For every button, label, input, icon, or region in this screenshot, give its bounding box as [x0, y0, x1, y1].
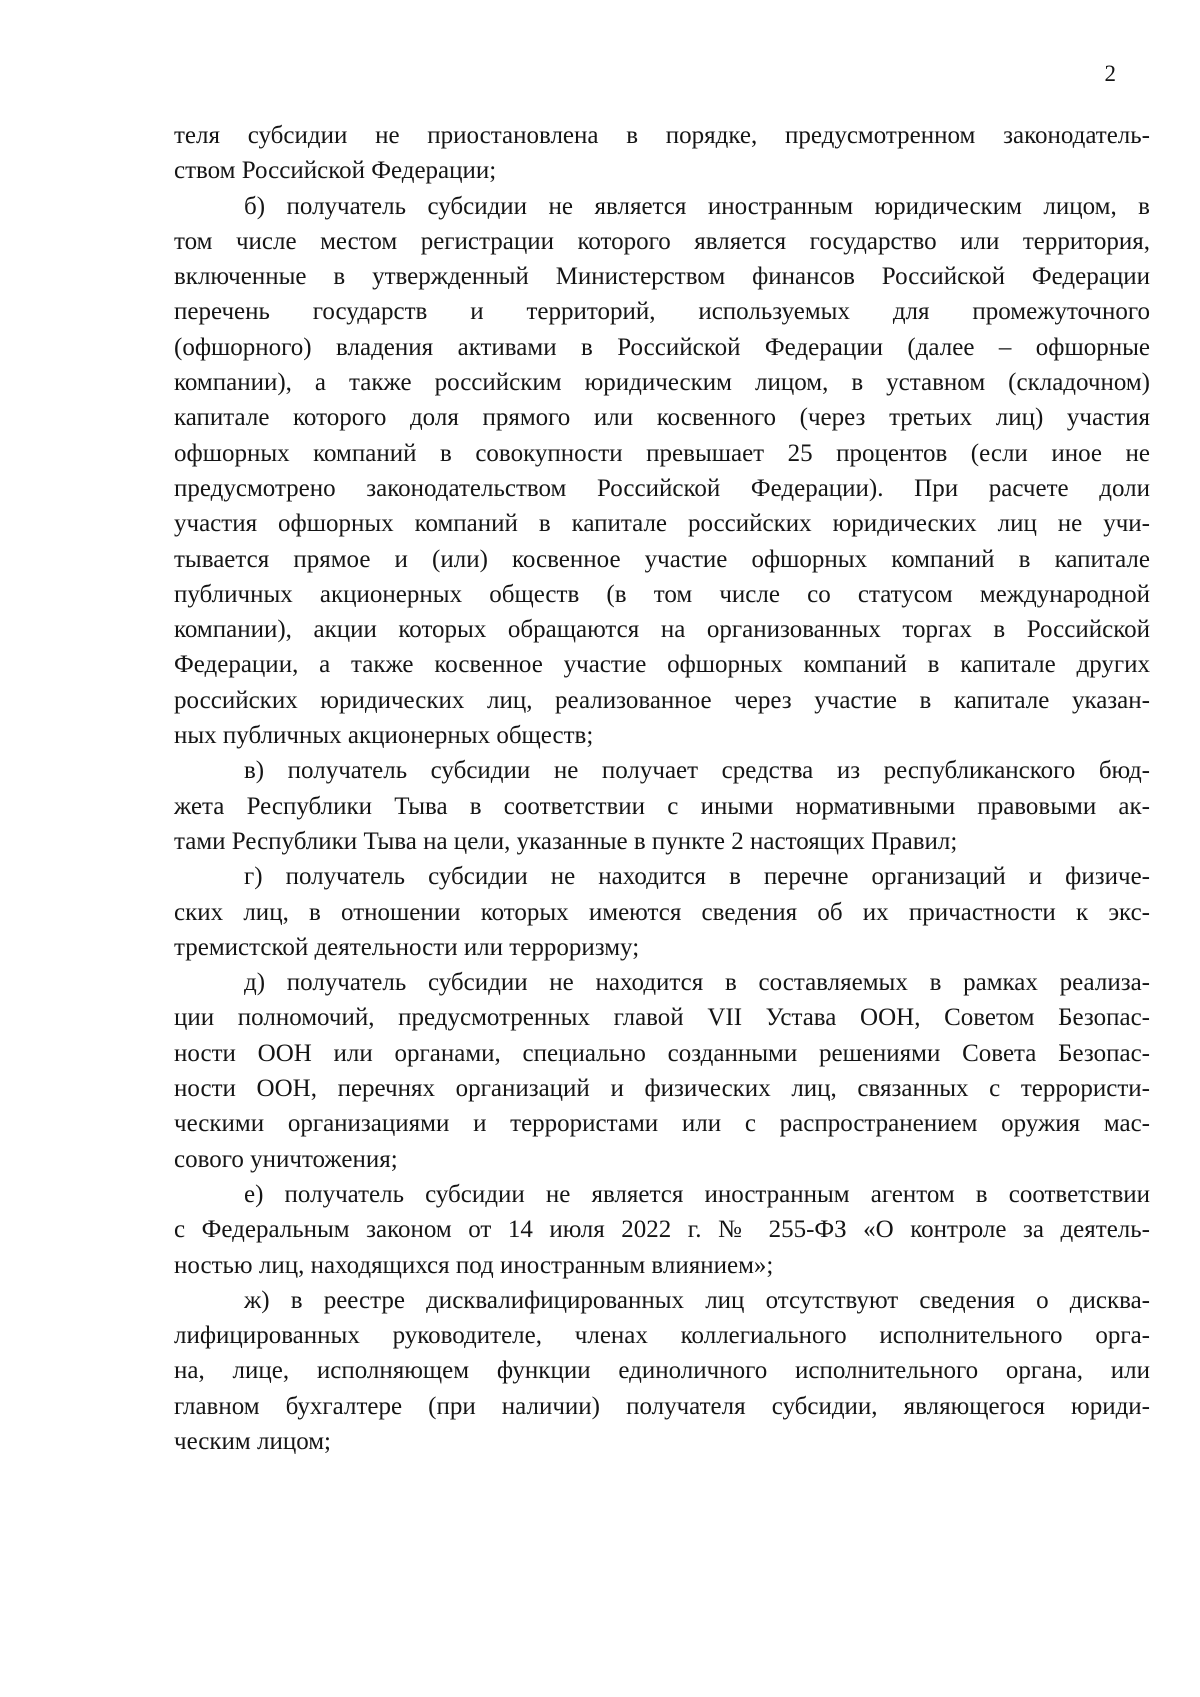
text-line: ческим лицом; — [174, 1427, 332, 1455]
text-line: российских юридических лиц, реализованное через участие в капитале указан- — [174, 686, 1150, 714]
text-line: ности ООН или органами, специально созданными решениями Совета Безопас- — [174, 1039, 1150, 1067]
text-line: г) получатель субсидии не находится в перечне организаций и физиче- — [244, 863, 1150, 891]
text-line: офшорных компаний в совокупности превышает 25 процентов (если иное не — [174, 439, 1150, 467]
text-line: тремистской деятельности или терроризму; — [174, 933, 640, 961]
text-line: том числе местом регистрации которого является государство или территория, — [174, 227, 1150, 255]
paragraph-item-zh — [174, 1283, 1150, 1459]
paragraph-item-e — [174, 1177, 1150, 1283]
text-line: ством Российской Федерации; — [174, 157, 497, 185]
paragraph-item-v — [174, 753, 1150, 859]
text-line: ции полномочий, предусмотренных главой VII Устава ООН, Советом Безопас- — [174, 1004, 1150, 1032]
text-line: Федерации, а также косвенное участие офшорных компаний в капитале других — [174, 651, 1150, 679]
text-line: ческими организациями и террористами или с распространением оружия мас- — [174, 1110, 1150, 1138]
paragraph-item-g — [174, 859, 1150, 965]
text-line: публичных акционерных обществ (в том числе со статусом международной — [174, 580, 1150, 608]
paragraph-item-b — [174, 189, 1150, 754]
text-line: перечень государств и территорий, используемых для промежуточного — [174, 298, 1150, 326]
text-line: на, лице, исполняющем функции единоличного исполнительного органа, или — [174, 1357, 1150, 1385]
text-line: тывается прямое и (или) косвенное участие офшорных компаний в капитале — [174, 545, 1150, 573]
page-number: 2 — [1104, 61, 1116, 86]
text-line: компании), акции которых обращаются на организованных торгах в Российской — [174, 616, 1150, 644]
text-line: (офшорного) владения активами в Российской Федерации (далее – офшорные — [174, 333, 1150, 361]
text-line: ских лиц, в отношении которых имеются сведения об их причастности к экс- — [174, 898, 1150, 926]
text-line: компании), а также российским юридическим лицом, в уставном (складочном) — [174, 369, 1150, 397]
text-line: включенные в утвержденный Министерством финансов Российской Федерации — [174, 263, 1150, 291]
text-line: жета Республики Тыва в соответствии с иными нормативными правовыми ак- — [174, 792, 1150, 820]
text-line: ных публичных акционерных обществ; — [174, 722, 594, 750]
text-line: предусмотрено законодательством Российской Федерации). При расчете доли — [174, 474, 1150, 502]
text-line: теля субсидии не приостановлена в порядке, предусмотренном законодатель- — [174, 122, 1150, 149]
document-body — [174, 118, 1150, 1459]
text-line: ности ООН, перечнях организаций и физических лиц, связанных с террористи- — [174, 1075, 1150, 1103]
text-line: ж) в реестре дисквалифицированных лиц отсутствуют сведения о дисква- — [244, 1286, 1150, 1314]
text-line: в) получатель субсидии не получает средства из республиканского бюд- — [244, 757, 1150, 785]
text-line: с Федеральным законом от 14 июля 2022 г. № 255-ФЗ «О контроле за деятель- — [174, 1216, 1150, 1244]
text-line: участия офшорных компаний в капитале российских юридических лиц не учи- — [174, 510, 1150, 538]
text-line: капитале которого доля прямого или косвенного (через третьих лиц) участия — [174, 404, 1150, 432]
text-line: главном бухгалтере (при наличии) получателя субсидии, являющегося юриди- — [174, 1392, 1150, 1420]
text-line: е) получатель субсидии не является иностранным агентом в соответствии — [244, 1180, 1150, 1208]
paragraph-item-d — [174, 965, 1150, 1177]
text-line: сового уничтожения; — [174, 1145, 398, 1173]
paragraph-continuation — [174, 118, 1150, 189]
text-line: б) получатель субсидии не является иностранным юридическим лицом, в — [244, 192, 1150, 220]
text-line: тами Республики Тыва на цели, указанные в пункте 2 настоящих Правил; — [174, 827, 958, 855]
text-line: лифицированных руководителе, членах коллегиального исполнительного орга- — [174, 1322, 1150, 1350]
text-line: ностью лиц, находящихся под иностранным влиянием»; — [174, 1251, 774, 1279]
text-line: д) получатель субсидии не находится в составляемых в рамках реализа- — [244, 969, 1150, 997]
